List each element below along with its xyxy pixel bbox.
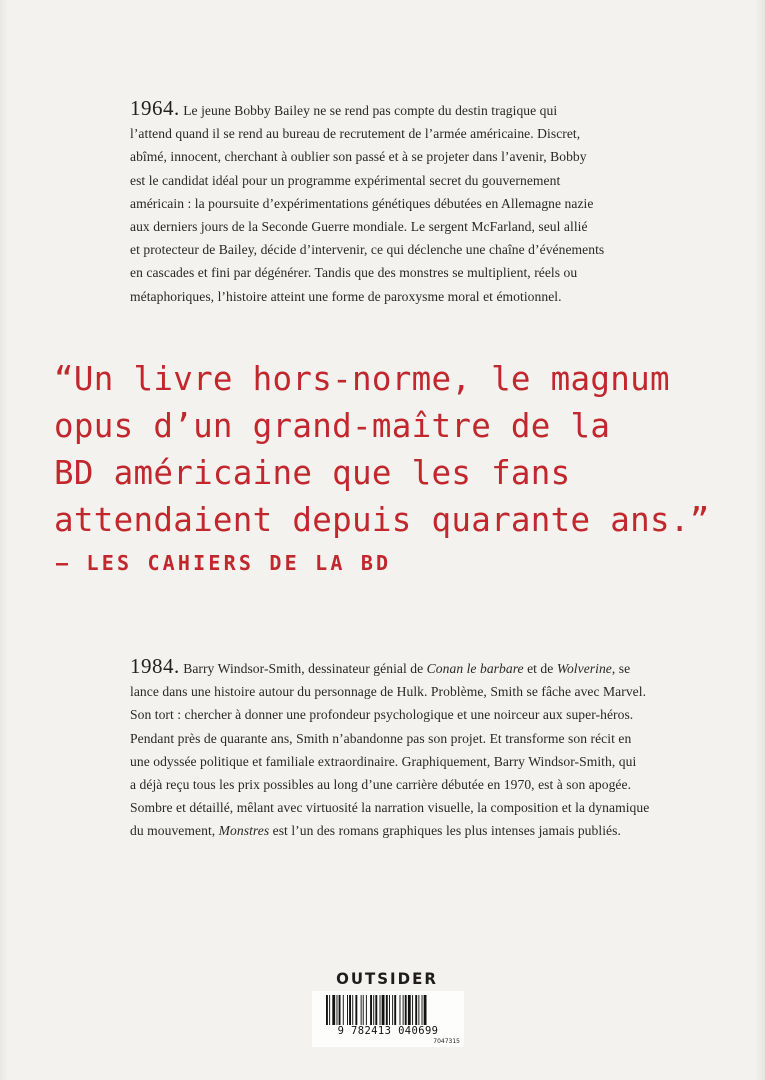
barcode-bar [375, 995, 377, 1025]
barcode-bar [326, 995, 328, 1025]
year-1964: 1964. [130, 96, 180, 120]
para2-line-3: Pendant près de quarante ans, Smith n’abandonne pas son projet. Et transforme son récit en [130, 730, 632, 746]
barcode-bar [349, 995, 351, 1025]
para2-line-6: Sombre et détaillé, mêlant avec virtuosité la narration visuelle, la composition et la dynamique [130, 800, 650, 816]
title-monstres: Monstres [218, 823, 270, 839]
para2-line-1: lance dans une histoire autour du personnage de Hulk. Problème, Smith se fâche avec Marvel. [130, 684, 647, 700]
title-wolverine: Wolverine [556, 661, 612, 676]
year-1984: 1984. [130, 654, 180, 678]
para2-line-2: Son tort : chercher à donner une profondeur psychologique et une noirceur aux super-héros. [130, 707, 634, 723]
quote-line-1: opus d’un grand-maître de la [54, 407, 611, 445]
barcode-bar [343, 995, 344, 1025]
para1-line-8: métaphoriques, l’histoire atteint une forme de paroxysme moral et émotionnel. [130, 288, 562, 304]
barcode-bar [355, 995, 357, 1025]
isbn-number: 9 782413 040699 [337, 1025, 439, 1037]
barcode-bar [408, 995, 411, 1025]
para2-line-5: a déjà reçu tous les prix possibles au long d’une carrière débutée en 1970, est à son apogée. [130, 777, 632, 793]
product-code: 7047315 [433, 1038, 460, 1045]
barcode-bar [337, 995, 338, 1025]
barcode-bar [361, 995, 362, 1025]
quote-line-0: “Un livre hors-norme, le magnum [54, 360, 670, 398]
barcode-bar [366, 995, 367, 1025]
barcode-bar [382, 995, 385, 1025]
barcode-bar [380, 995, 381, 1025]
barcode-bar [400, 995, 401, 1025]
barcode-bar [424, 995, 427, 1025]
para1-line-0: 1964. Le jeune Bobby Bailey ne se rend pas compte du destin tragique qui [130, 96, 558, 120]
barcode-bar [352, 995, 353, 1025]
barcode-bar [363, 995, 364, 1025]
para1-line-1: l’attend quand il se rend au bureau de recrutement de l’armée américaine. Discret, [130, 126, 581, 142]
barcode-bar [422, 995, 423, 1025]
barcode-bar [389, 995, 390, 1025]
barcode-bar [386, 995, 388, 1025]
para1-line-5: aux derniers jours de la Seconde Guerre mondiale. Le sergent McFarland, seul allié [130, 219, 588, 235]
para1-line-4: américain : la poursuite d’expérimentations génétiques débutées en Allemagne nazie [130, 195, 594, 211]
para2-line-7: du mouvement, Monstres est l’un des romans graphiques les plus intenses jamais publiés. [130, 823, 621, 839]
barcode-bar [347, 995, 348, 1025]
synopsis-1964 [130, 97, 690, 308]
barcode-bar [370, 995, 372, 1025]
barcode-bar [412, 995, 413, 1025]
quote-source: — LES CAHIERS DE LA BD [56, 551, 392, 575]
barcode-bar [405, 995, 407, 1025]
quote-line-3: attendaient depuis quarante ans.” [54, 501, 710, 539]
para1-line-2: abîmé, innocent, cherchant à oublier son passé et à se projeter dans l’avenir, Bobby [130, 149, 587, 165]
barcode-bar [394, 995, 396, 1025]
synopsis-1984 [130, 655, 670, 843]
barcode-bar [418, 995, 419, 1025]
para2-line-4: une odyssée politique et familiale extraordinaire. Graphiquement, Barry Windsor-Smith, qui [130, 753, 637, 769]
barcode-bar [373, 995, 374, 1025]
title-conan: Conan le barbare [426, 661, 524, 676]
barcode-bar [332, 995, 335, 1025]
barcode-bar [339, 995, 341, 1025]
para2-line-0: 1984. Barry Windsor-Smith, dessinateur génial de Conan le barbare et de Wolverine, se [130, 654, 631, 678]
barcode-bars [312, 991, 464, 1027]
quote-line-2: BD américaine que les fans [54, 454, 571, 492]
para1-line-3: est le candidat idéal pour un programme expérimental secret du gouvernement [130, 172, 561, 188]
barcode-bar [403, 995, 404, 1025]
barcode-bar [392, 995, 393, 1025]
para1-line-6: et protecteur de Bailey, décide d’intervenir, ce qui déclenche une chaîne d’événements [130, 242, 605, 258]
barcode-bar [415, 995, 417, 1025]
barcode-bar [329, 995, 330, 1025]
press-quote [54, 356, 754, 544]
isbn-barcode [312, 991, 464, 1047]
publisher-logo: OUTSIDER [336, 969, 438, 989]
para1-line-7: en cascades et fini par dégénérer. Tandis que des monstres se multiplient, réels ou [130, 265, 578, 281]
